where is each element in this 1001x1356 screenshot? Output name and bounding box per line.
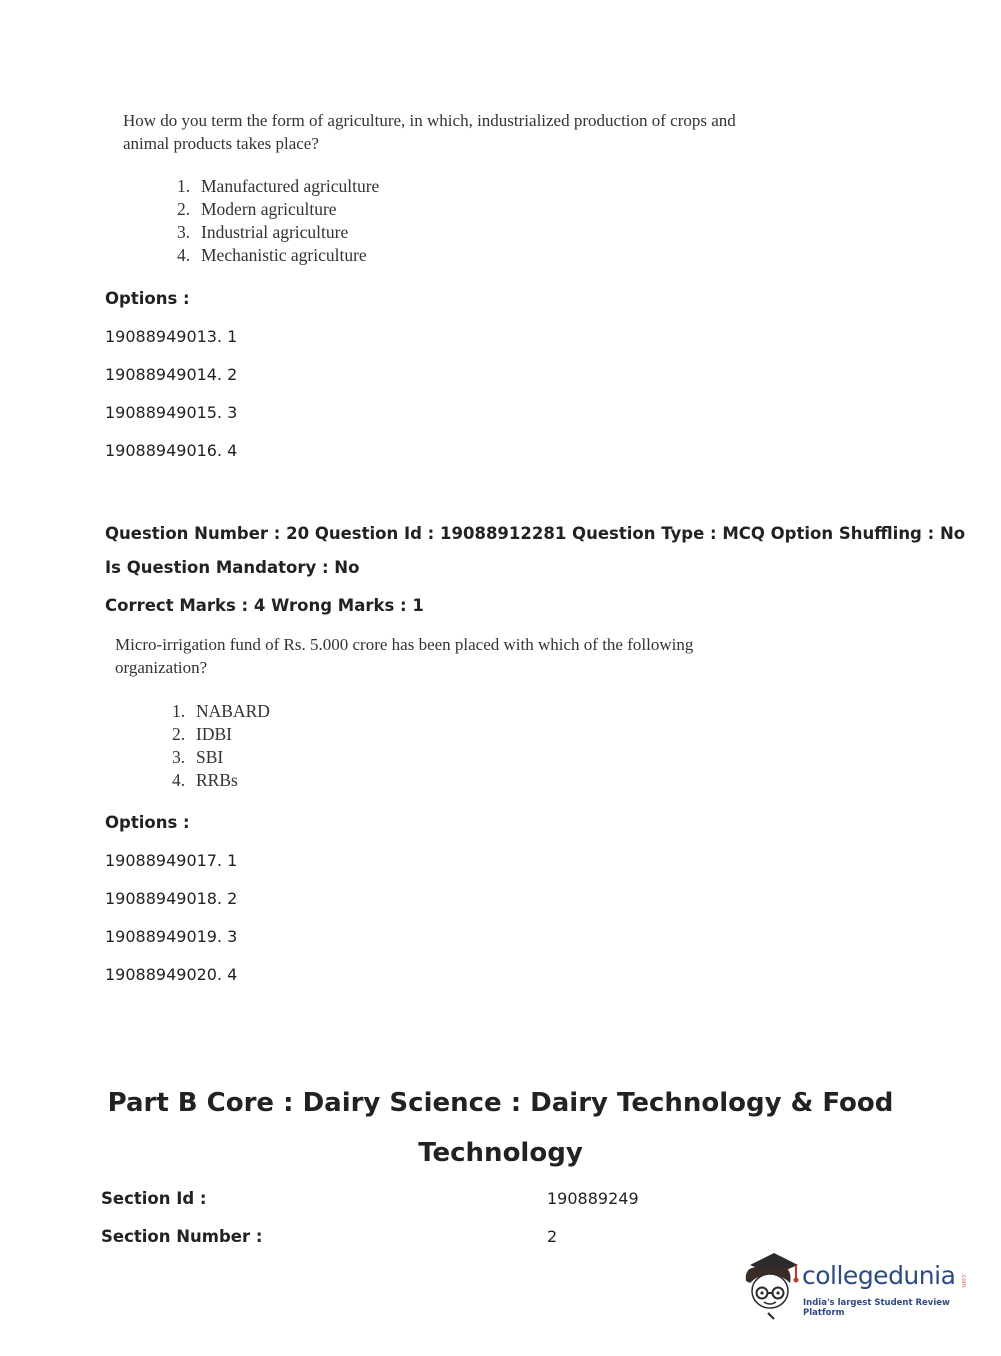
question-text-line: Micro-irrigation fund of Rs. 5.000 crore has been placed with which of the following bbox=[115, 635, 694, 654]
choice-text: Mechanistic agriculture bbox=[201, 245, 367, 265]
section-id-value: 190889249 bbox=[547, 1189, 639, 1208]
mascot-icon bbox=[740, 1247, 802, 1321]
section-number-label: Section Number : bbox=[101, 1227, 263, 1246]
choice-item bbox=[177, 175, 736, 198]
choice-text: Modern agriculture bbox=[201, 199, 337, 219]
option-id: 19088949017. 1 bbox=[105, 851, 238, 870]
choice-number: 3. bbox=[177, 222, 191, 242]
section-id-label: Section Id : bbox=[101, 1189, 207, 1208]
choice-item bbox=[177, 198, 736, 221]
choice-text: RRBs bbox=[196, 770, 238, 790]
choice-item bbox=[172, 769, 693, 792]
choice-text: Manufactured agriculture bbox=[201, 176, 380, 196]
choice-number: 3. bbox=[172, 747, 186, 767]
question-20-image bbox=[115, 633, 693, 792]
option-id: 19088949014. 2 bbox=[105, 365, 238, 384]
option-id: 19088949020. 4 bbox=[105, 965, 238, 984]
section-number-value: 2 bbox=[547, 1227, 558, 1246]
choice-number: 1. bbox=[177, 176, 191, 196]
option-id: 19088949019. 3 bbox=[105, 927, 238, 946]
choice-item bbox=[172, 746, 693, 769]
choice-item bbox=[177, 221, 736, 244]
choice-text: SBI bbox=[196, 747, 224, 767]
option-id: 19088949013. 1 bbox=[105, 327, 238, 346]
question-19-choices bbox=[177, 175, 736, 267]
question-19-image bbox=[123, 109, 736, 267]
logo-domain-suffix: .com bbox=[960, 1273, 967, 1288]
logo-tagline: India's largest Student Review Platform bbox=[803, 1298, 950, 1318]
logo-wordmark: collegedunia bbox=[802, 1261, 956, 1290]
choice-item bbox=[172, 723, 693, 746]
option-id: 19088949015. 3 bbox=[105, 403, 238, 422]
choice-number: 4. bbox=[172, 770, 186, 790]
choice-item bbox=[172, 700, 693, 723]
choice-number: 1. bbox=[172, 701, 186, 721]
options-label: Options : bbox=[105, 289, 190, 308]
choice-number: 2. bbox=[177, 199, 191, 219]
question-text-line: animal products takes place? bbox=[123, 134, 319, 153]
option-id: 19088949018. 2 bbox=[105, 889, 238, 908]
question-20-meta: Question Number : 20 Question Id : 19088912281 Question Type : MCQ Option Shuffling : No bbox=[105, 524, 966, 543]
question-20-text bbox=[115, 633, 693, 679]
choice-number: 4. bbox=[177, 245, 191, 265]
options-label: Options : bbox=[105, 813, 190, 832]
question-20-choices bbox=[172, 700, 693, 792]
question-20-mandatory: Is Question Mandatory : No bbox=[105, 558, 360, 577]
choice-text: NABARD bbox=[196, 701, 270, 721]
question-text-line: How do you term the form of agriculture, in which, industrialized production of crops and bbox=[123, 111, 736, 130]
choice-number: 2. bbox=[172, 724, 186, 744]
section-title-line1: Part B Core : Dairy Science : Dairy Technology & Food bbox=[107, 1088, 894, 1118]
section-title-line2: Technology bbox=[418, 1138, 583, 1168]
choice-text: IDBI bbox=[196, 724, 232, 744]
collegedunia-logo bbox=[740, 1247, 970, 1321]
option-id: 19088949016. 4 bbox=[105, 441, 238, 460]
question-20-marks: Correct Marks : 4 Wrong Marks : 1 bbox=[105, 596, 424, 615]
choice-text: Industrial agriculture bbox=[201, 222, 349, 242]
choice-item bbox=[177, 244, 736, 267]
question-text-line: organization? bbox=[115, 658, 208, 677]
question-19-text bbox=[123, 109, 736, 155]
